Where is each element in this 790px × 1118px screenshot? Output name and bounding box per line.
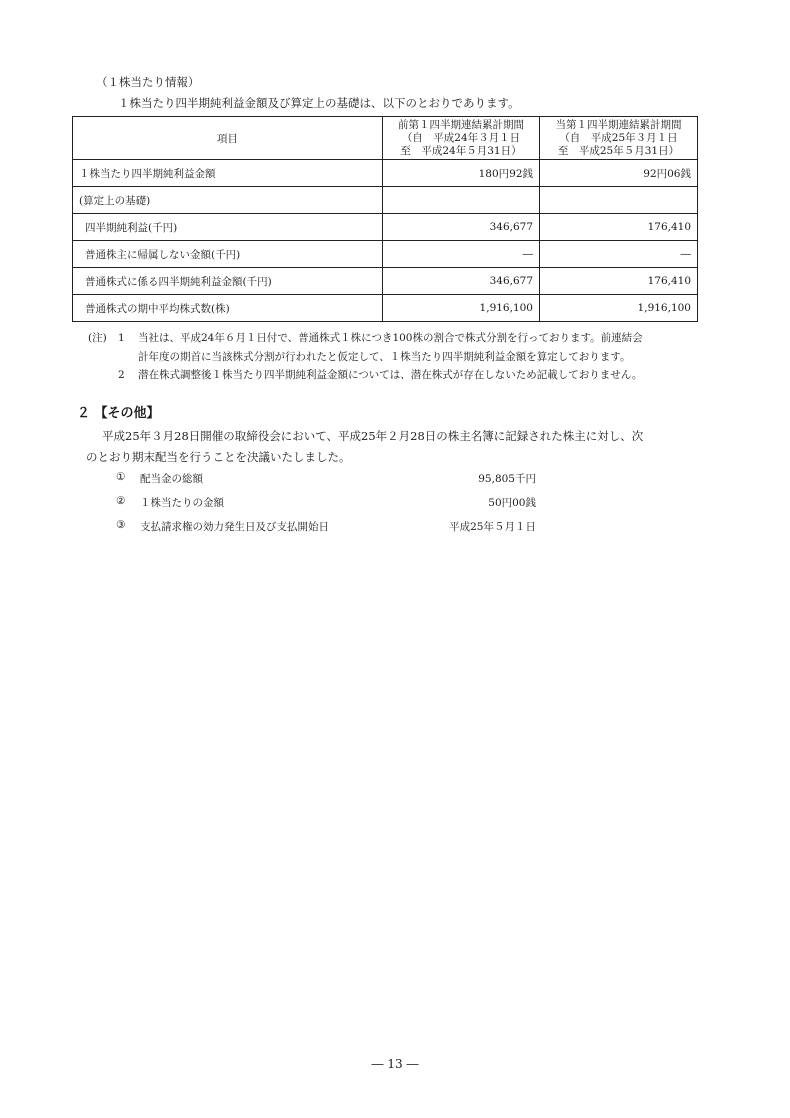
table-row: [73, 241, 698, 268]
row-curr-value: 92円06銭: [540, 160, 698, 187]
eps-table: [72, 116, 698, 322]
row-label: (算定上の基礎): [73, 187, 383, 214]
lead-text: １株当たり四半期純利益金額及び算定上の基礎は、以下のとおりであります。: [118, 96, 520, 110]
header-item: 項目: [73, 117, 383, 160]
section-body-line: のとおり期末配当を行うことを決議いたしました。: [86, 450, 351, 464]
note-item: [88, 329, 643, 348]
item-mark: ②: [116, 495, 126, 507]
row-label: １株当たり四半期純利益金額: [73, 160, 383, 187]
curr-period-to: 至 平成25年５月31日）: [557, 144, 680, 157]
row-prev-value: 1,916,100: [383, 295, 540, 322]
note-item: [88, 366, 643, 385]
note-text: 当社は、平成24年６月１日付で、普通株式１株につき100株の割合で株式分割を行っております。前連結会: [138, 332, 643, 344]
row-curr-value: ―: [540, 241, 698, 268]
prev-period-title: 前第１四半期連結累計期間: [398, 118, 524, 131]
table-row: [73, 214, 698, 241]
item-mark: ③: [116, 519, 126, 531]
section-body: [86, 426, 726, 468]
row-label: 普通株式の期中平均株式数(株): [73, 295, 383, 322]
row-curr-value: [540, 187, 698, 214]
row-curr-value: 176,410: [540, 214, 698, 241]
table-row: [73, 295, 698, 322]
prev-period-to: 至 平成24年５月31日）: [400, 144, 522, 157]
section-body-line: 平成25年３月28日開催の取締役会において、平成25年２月28日の株主名簿に記録された株主に対し、次: [102, 429, 644, 443]
header-curr-period: [540, 117, 698, 160]
curr-period-from: （自 平成25年３月１日: [559, 131, 678, 144]
row-label: 四半期純利益(千円): [73, 214, 383, 241]
row-curr-value: 176,410: [540, 268, 698, 295]
dividend-list: [116, 471, 536, 543]
row-prev-value: 346,677: [383, 214, 540, 241]
note-continuation: 計年度の期首に当該株式分割が行われたと仮定して、１株当たり四半期純利益金額を算定しております。: [138, 350, 631, 363]
section-label: （１株当たり情報）: [96, 75, 200, 89]
list-item: [116, 495, 536, 519]
item-value: 50円00銭: [488, 497, 536, 509]
list-item: [116, 519, 536, 543]
list-item: [116, 471, 536, 495]
row-label: 普通株式に係る四半期純利益金額(千円): [73, 268, 383, 295]
item-value: 95,805千円: [478, 473, 536, 485]
row-curr-value: 1,916,100: [540, 295, 698, 322]
section-heading: ２ 【その他】: [77, 406, 160, 421]
row-prev-value: 180円92銭: [383, 160, 540, 187]
table-row: [73, 187, 698, 214]
notes: [88, 329, 643, 385]
row-prev-value: ―: [383, 241, 540, 268]
header-prev-period: [383, 117, 540, 160]
note-number: 2: [118, 369, 125, 381]
curr-period-title: 当第１四半期連結累計期間: [555, 118, 682, 131]
table-row: [73, 160, 698, 187]
note-text: 潜在株式調整後１株当たり四半期純利益金額については、潜在株式が存在しないため記載しておりません。: [138, 369, 643, 381]
item-value: 平成25年５月１日: [449, 521, 536, 533]
note-number: 1: [118, 332, 125, 344]
row-label: 普通株主に帰属しない金額(千円): [73, 241, 383, 268]
note-mark: (注): [88, 332, 107, 344]
row-prev-value: [383, 187, 540, 214]
row-prev-value: 346,677: [383, 268, 540, 295]
page-number: ― 13 ―: [371, 1057, 419, 1071]
item-label: 支払請求権の効力発生日及び支払開始日: [140, 521, 329, 533]
item-label: １株当たりの金額: [140, 497, 224, 509]
prev-period-from: （自 平成24年３月１日: [401, 131, 521, 144]
table-row: [73, 268, 698, 295]
item-label: 配当金の総額: [140, 473, 203, 485]
table-header-row: [73, 117, 698, 160]
item-mark: ①: [116, 471, 126, 483]
